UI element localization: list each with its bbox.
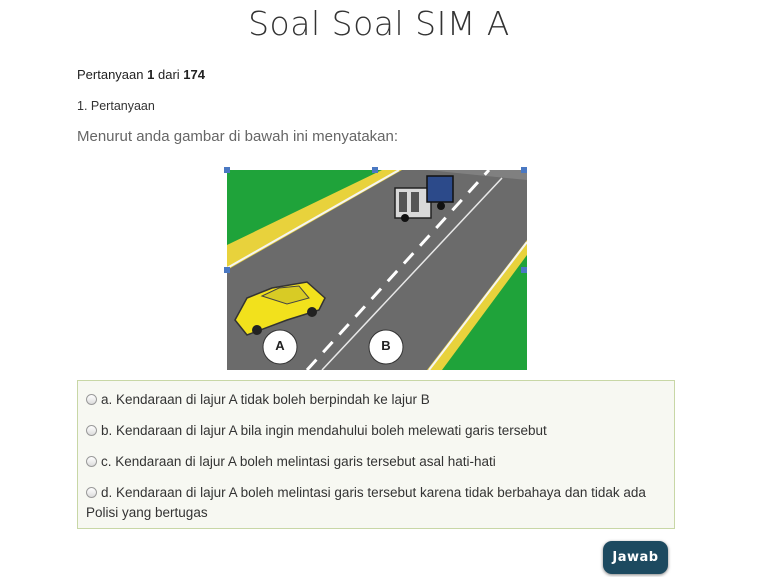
question-image <box>227 170 527 370</box>
resize-handle[interactable] <box>372 167 378 173</box>
current-question-number: 1 <box>147 67 155 82</box>
counter-mid: dari <box>157 67 180 82</box>
option-d[interactable] <box>86 483 661 523</box>
question-text: Menurut anda gambar di bawah ini menyatakan: <box>77 128 399 145</box>
option-b[interactable] <box>86 421 661 441</box>
question-label: 1. Pertanyaan <box>77 99 155 113</box>
radio-icon[interactable] <box>86 487 97 498</box>
radio-icon[interactable] <box>86 456 97 467</box>
resize-handle[interactable] <box>521 167 527 173</box>
option-letter: a. <box>101 392 113 407</box>
radio-icon[interactable] <box>86 394 97 405</box>
option-text: Kendaraan di lajur A tidak boleh berpindah ke lajur B <box>116 392 430 407</box>
submit-answer-button[interactable]: Jawab <box>603 541 668 574</box>
answer-options <box>77 380 675 529</box>
resize-handle[interactable] <box>224 167 230 173</box>
option-c[interactable] <box>86 452 661 472</box>
option-letter: c. <box>101 454 112 469</box>
option-text: Kendaraan di lajur A boleh melintasi garis tersebut karena tidak berbahaya dan tidak ada Polisi yang bertugas <box>86 485 646 520</box>
lane-a-label: A <box>275 338 285 353</box>
total-questions: 174 <box>183 67 205 82</box>
resize-handle[interactable] <box>224 267 230 273</box>
page-title: Soal Soal SIM A <box>248 4 510 43</box>
option-letter: b. <box>101 423 113 438</box>
option-a[interactable] <box>86 390 661 410</box>
resize-handle[interactable] <box>521 267 527 273</box>
option-letter: d. <box>101 485 113 500</box>
question-counter <box>77 67 205 82</box>
counter-prefix: Pertanyaan <box>77 67 144 82</box>
option-text: Kendaraan di lajur A boleh melintasi garis tersebut asal hati-hati <box>115 454 496 469</box>
radio-icon[interactable] <box>86 425 97 436</box>
option-text: Kendaraan di lajur A bila ingin mendahului boleh melewati garis tersebut <box>116 423 547 438</box>
lane-b-label: B <box>381 338 391 353</box>
